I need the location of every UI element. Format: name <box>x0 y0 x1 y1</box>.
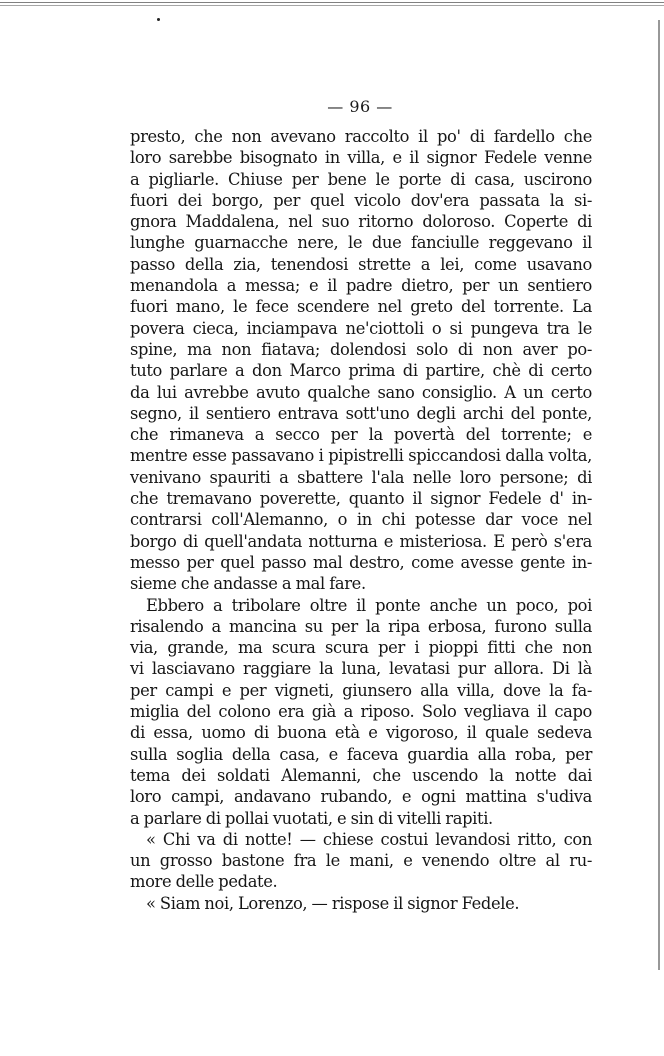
text-line: miglia del colono era già a riposo. Solo vegliava il capo <box>130 702 592 722</box>
text-line: via, grande, ma scura scura per i pioppi fitti che non <box>130 638 592 658</box>
dialogue-line: « Siam noi, Lorenzo, — rispose il signor Fedele. <box>146 893 520 913</box>
text-line: contrarsi coll'Alemanno, o in chi potesse dar voce nel <box>130 510 592 530</box>
text-line: venivano spauriti a sbattere l'ala nelle loro persone; di <box>130 467 592 487</box>
paragraph-start-line: Ebbero a tribolare oltre il ponte anche un poco, poi <box>146 595 592 615</box>
dialogue-line: « Chi va di notte! — chiese costui levandosi ritto, con <box>146 829 592 849</box>
text-line: loro campi, andavano rubando, e ogni mattina s'udiva <box>130 787 592 807</box>
text-line: di essa, uomo di buona età e vigoroso, il quale sedeva <box>130 723 592 743</box>
page-number: — 96 — <box>327 97 393 116</box>
text-line: messo per quel passo mal destro, come avesse gente in- <box>130 552 592 572</box>
text-line: fuori dei borgo, per quel vicolo dov'era passata la si- <box>130 190 592 210</box>
page-edge-line <box>658 20 660 970</box>
text-line: borgo di quell'andata notturna e misteriosa. E però s'era <box>130 531 592 551</box>
text-line: risalendo a mancina su per la ripa erbosa, furono sulla <box>130 616 592 636</box>
text-line: spine, ma non fiatava; dolendosi solo di non aver po- <box>130 339 592 359</box>
text-line: presto, che non avevano raccolto il po' di fardello che <box>130 127 592 146</box>
text-line: povera cieca, inciampava ne'ciottoli o si pungeva tra le <box>130 318 592 338</box>
text-line: che tremavano poverette, quanto il signor Fedele d' in- <box>130 489 592 509</box>
paragraph-end-line: sieme che andasse a mal fare. <box>130 574 366 594</box>
text-line: tuto parlare a don Marco prima di partire, chè di certo <box>130 361 592 381</box>
text-line: gnora Maddalena, nel suo ritorno doloroso. Coperte di <box>130 212 592 232</box>
text-line: tema dei soldati Alemanni, che uscendo la notte dai <box>130 765 592 785</box>
text-line: che rimaneva a secco per la povertà del torrente; e <box>130 425 592 445</box>
text-line: menandola a messa; e il padre dietro, per un sentiero <box>130 276 592 296</box>
body-text <box>130 126 592 914</box>
text-line: segno, il sentiero entrava sott'uno degli archi del ponte, <box>130 403 592 423</box>
text-line: da lui avrebbe avuto qualche sano consiglio. A un certo <box>130 382 592 402</box>
text-line: per campi e per vigneti, giunsero alla villa, dove la fa- <box>130 680 592 700</box>
text-line: un grosso bastone fra le mani, e venendo oltre al ru- <box>130 851 592 871</box>
paragraph-end-line: a parlare di pollai vuotati, e sin di vitelli rapiti. <box>130 808 493 828</box>
text-line: a pigliarle. Chiuse per bene le porte di casa, uscirono <box>130 169 592 189</box>
text-line: mentre esse passavano i pipistrelli spiccandosi dalla volta, <box>130 446 592 466</box>
paragraph-end-line: more delle pedate. <box>130 872 278 892</box>
text-line: fuori mano, le fece scendere nel greto del torrente. La <box>130 297 592 317</box>
text-line: loro sarebbe bisognato in villa, e il signor Fedele venne <box>130 148 592 168</box>
text-line: passo della zia, tenendosi strette a lei, come usavano <box>130 254 592 274</box>
top-edge-rule <box>0 2 664 6</box>
text-line: vi lasciavano raggiare la luna, levatasi pur allora. Di là <box>130 659 592 679</box>
text-line: lunghe guarnacche nere, le due fanciulle reggevano il <box>130 233 592 253</box>
text-line: sulla soglia della casa, e faceva guardia alla roba, per <box>130 744 592 764</box>
ink-speck <box>157 18 160 21</box>
